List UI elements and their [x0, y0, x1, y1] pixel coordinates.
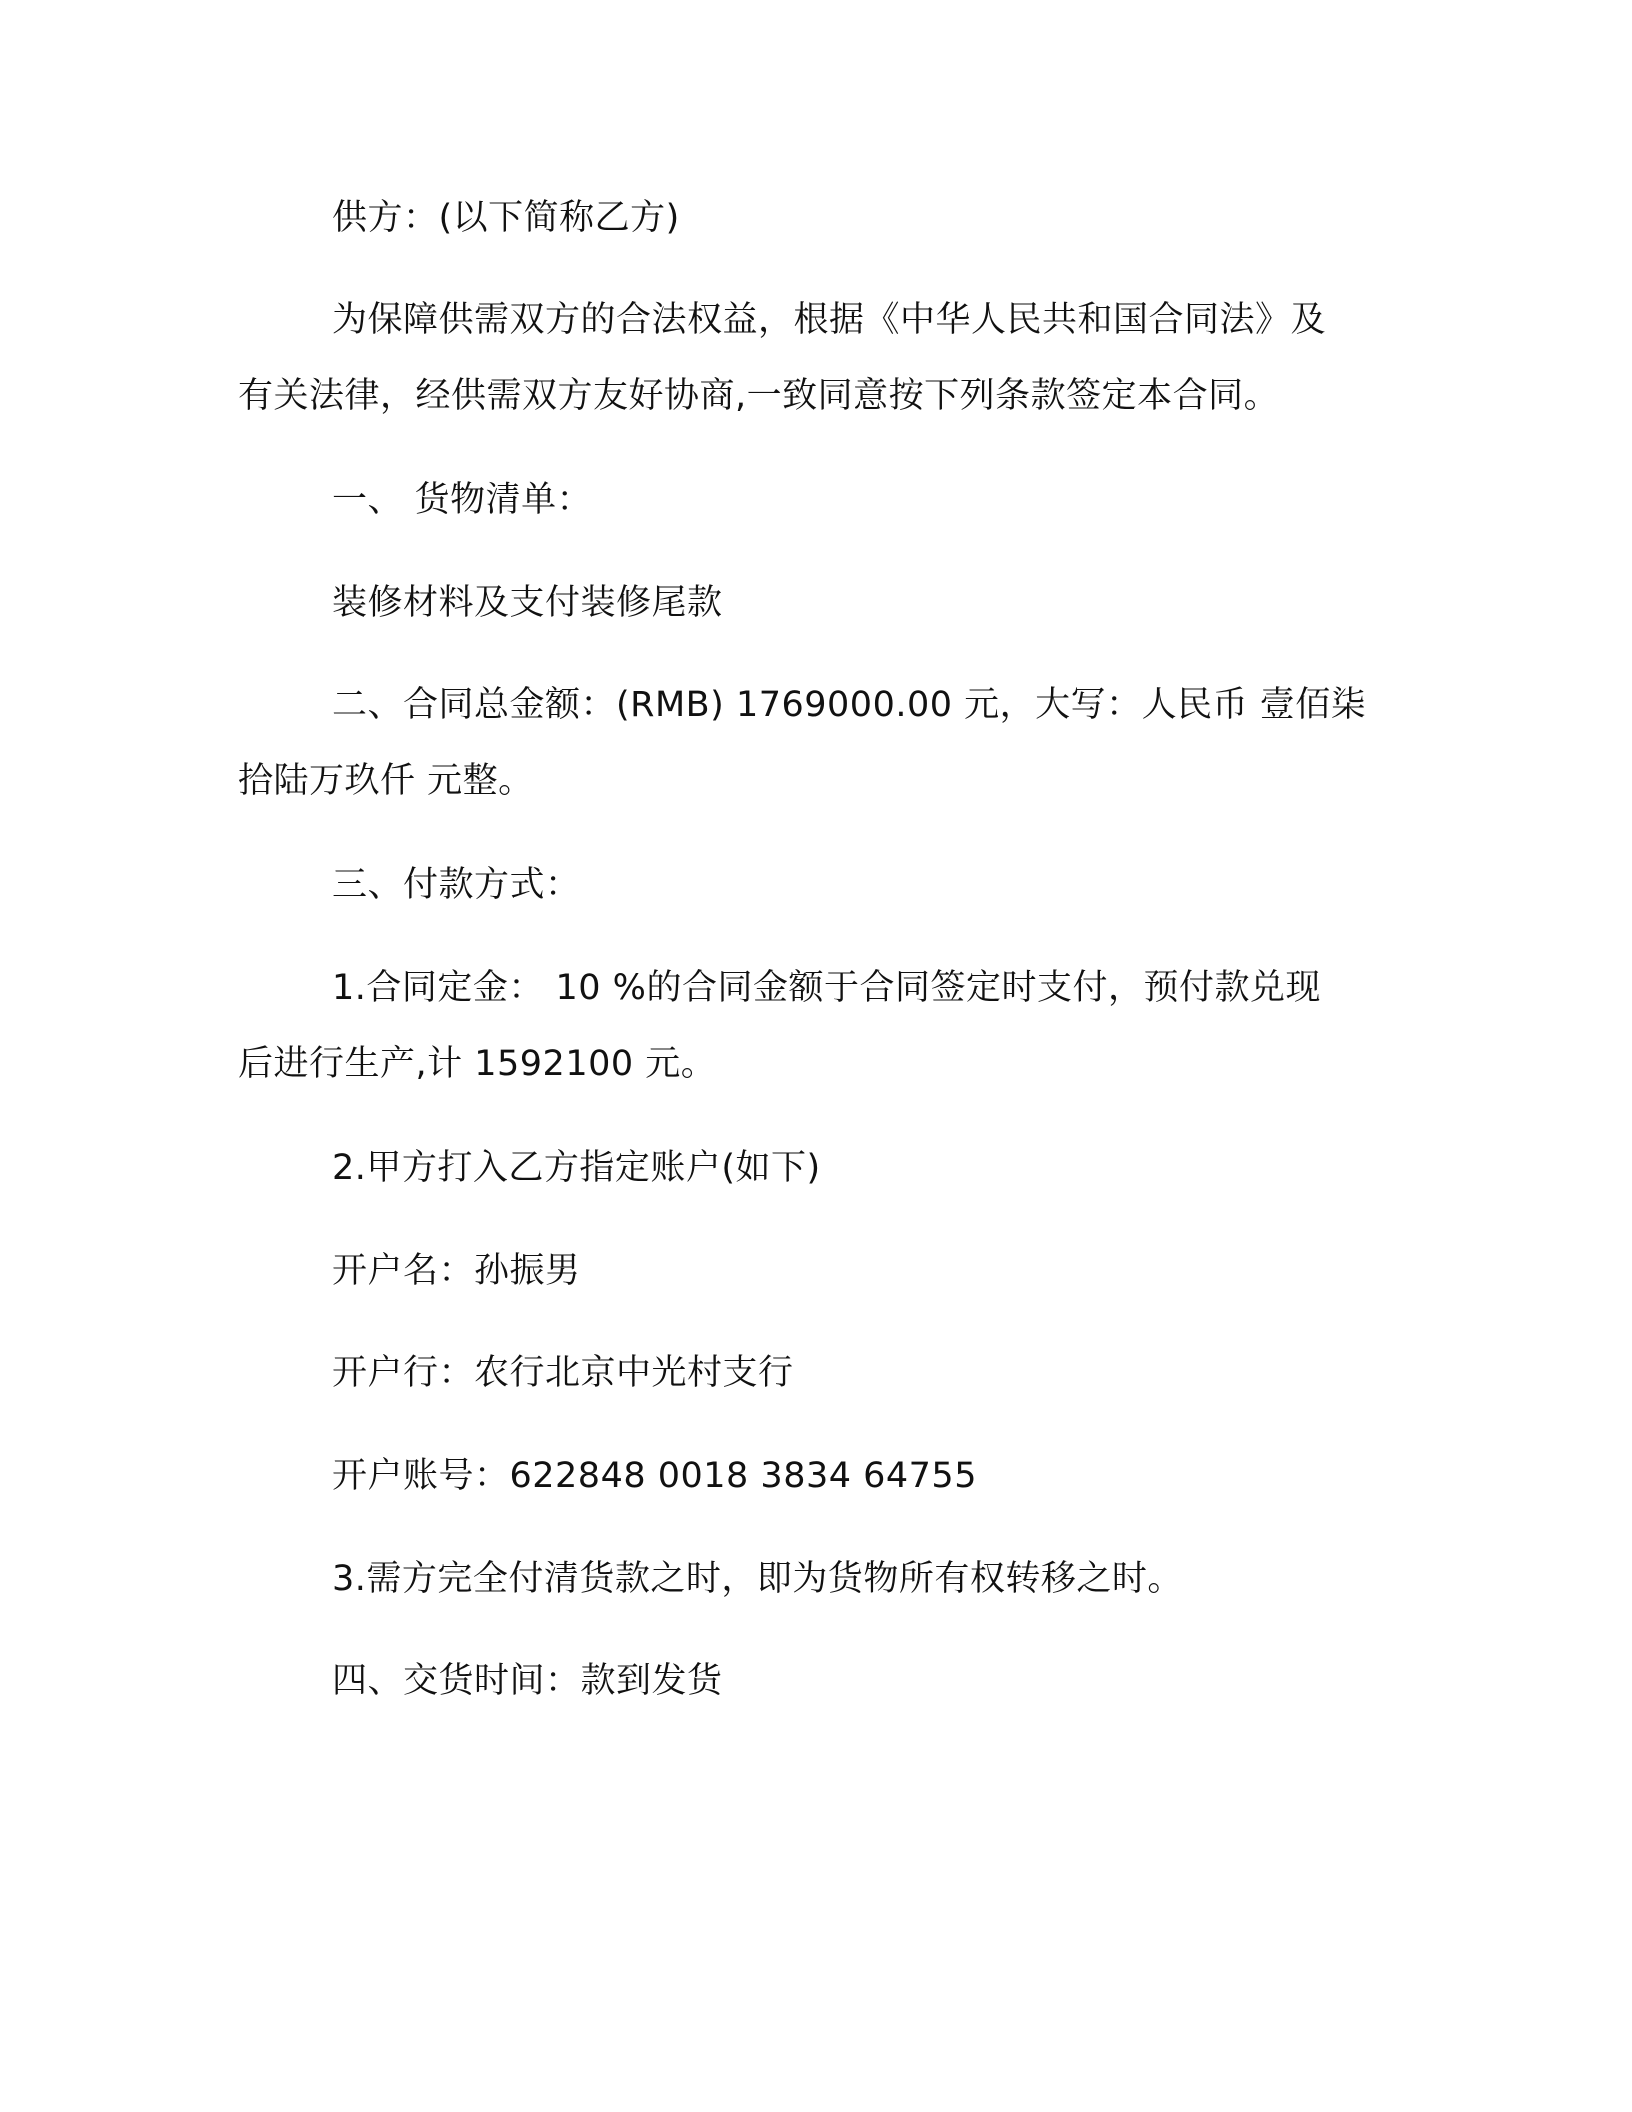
- payment-1-line-1: 1.合同定金： 10 %的合同金额于合同签定时支付，预付款兑现: [332, 968, 1321, 1008]
- intro-paragraph-line-1: 为保障供需双方的合法权益，根据《中华人民共和国合同法》及: [332, 300, 1327, 340]
- section-2-line-2: 拾陆万玖仟 元整。: [238, 761, 534, 801]
- payment-1-line-2: 后进行生产,计 1592100 元。: [238, 1044, 717, 1084]
- supplier-line: 供方：(以下简称乙方): [332, 198, 680, 238]
- account-number: 开户账号：622848 0018 3834 64755: [332, 1456, 977, 1496]
- section-3-title: 三、付款方式：: [332, 865, 581, 905]
- account-bank: 开户行：农行北京中光村支行: [332, 1353, 794, 1393]
- payment-2: 2.甲方打入乙方指定账户(如下): [332, 1148, 821, 1188]
- payment-3: 3.需方完全付清货款之时，即为货物所有权转移之时。: [332, 1559, 1183, 1599]
- section-1-title: 一、 货物清单：: [332, 480, 593, 520]
- section-2-line-1: 二、合同总金额：(RMB) 1769000.00 元，大写：人民币 壹佰柒: [332, 685, 1367, 725]
- account-name: 开户名：孙振男: [332, 1251, 581, 1291]
- section-1-body: 装修材料及支付装修尾款: [332, 583, 723, 623]
- section-4: 四、交货时间：款到发货: [332, 1661, 723, 1701]
- intro-paragraph-line-2: 有关法律，经供需双方友好协商,一致同意按下列条款签定本合同。: [238, 376, 1280, 416]
